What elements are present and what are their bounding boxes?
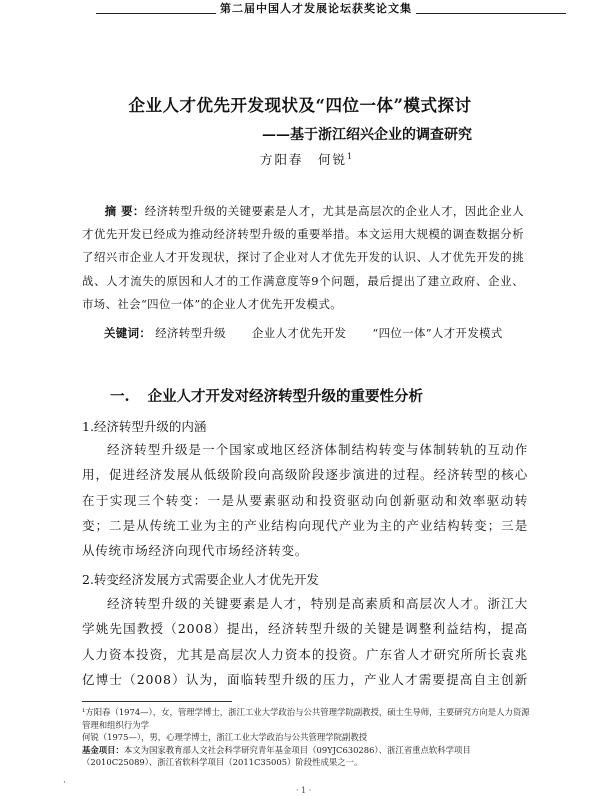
keywords xyxy=(104,325,525,341)
paragraph-1: 经济转型升级是一个国家或地区经济体制结构转变与体制转轨的互动作用，促进经济发展从低级阶段向高级阶段逐步演进的过程。经济转型的核心在于实现三个转变：一是从要素驱动和投资驱动向创新驱动和效率驱动转变；二是从传统工业为主的产业结构向现代产业为主的产业结构转变；三是从传统市场经济向现代市场经济转变。 xyxy=(82,442,528,559)
footnotes xyxy=(82,706,532,769)
keywords-label: 关键词： xyxy=(104,326,152,340)
authors xyxy=(260,150,352,168)
section-title: 企业人才开发对经济转型升级的重要性分析 xyxy=(147,388,424,405)
section-number: 一. xyxy=(110,388,130,405)
keyword: 企业人才优先开发 xyxy=(251,326,347,340)
subsection-heading-2: 2.转变经济发展方式需要企业人才优先开发 xyxy=(82,572,319,587)
paper-subtitle: ——基于浙江绍兴企业的调查研究 xyxy=(262,127,472,143)
page-number: · 1 · xyxy=(296,786,312,795)
paper-title: 企业人才优先开发现状及“四位一体”模式探讨 xyxy=(128,96,472,115)
footnote-2: 何锐（1975—），男，心理学博士，浙江工业大学政治与公共管理学院副教授 xyxy=(82,732,368,743)
author-names: 方阳春 何锐 xyxy=(260,152,348,167)
footnote-rule xyxy=(82,701,232,702)
subsection-heading-1: 1.经济转型升级的内涵 xyxy=(82,419,207,434)
keyword: 经济转型升级 xyxy=(155,326,226,340)
keyword: “四位一体”人才开发模式 xyxy=(372,326,503,340)
footnote-1: ¹方阳春（1974—），女，管理学博士，浙江工业大学政治与公共管理学院副教授，硕士生导师，主要研究方向是人力资源管理和组织行为学 xyxy=(82,707,530,730)
footnote-fund xyxy=(82,744,532,769)
section-heading xyxy=(110,385,423,406)
abstract-text: 经济转型升级的关键要素是人才，尤其是高层次的企业人才，因此企业人才优先开发已经成为推动经济转型升级的重要举措。本文运用大规模的调查数据分析了绍兴市企业人才开发现状，探讨了企业对人才优先开发的认识、人才优先开发的挑战、人才流失的原因和人才的工作满意度等9个问题，最后提出了建立政府、企业、市场、社会“四位一体”的企业人才优先开发模式。 xyxy=(82,204,524,311)
abstract-label: 摘 要： xyxy=(104,204,145,218)
paragraph-2: 经济转型升级的关键要素是人才，特别是高素质和高层次人才。浙江大学姚先国教授（2008）提出，经济转型升级的关键是调整利益结构，提高人力资本投资，尤其是高层次人力资本的投资。广东省人才研究所所长袁兆亿博士（2008）认为，面临转型升级的压力，产业人才需要提高自主创新 xyxy=(82,596,528,687)
margin-mark: · xyxy=(63,778,66,788)
fund-text: 本文为国家教育部人文社会科学研究青年基金项目（09YJC630286）、浙江省重点软科学项目（2010C25089）、浙江省软科学项目（2011C35005）阶段性成果之一。 xyxy=(82,744,471,768)
fund-label: 基金项目： xyxy=(82,744,124,755)
abstract xyxy=(82,200,524,316)
running-head-text: 第二届中国人才发展论坛获奖论文集 xyxy=(216,0,416,16)
running-head xyxy=(0,0,600,16)
author-footnote-marker: 1 xyxy=(347,151,353,161)
